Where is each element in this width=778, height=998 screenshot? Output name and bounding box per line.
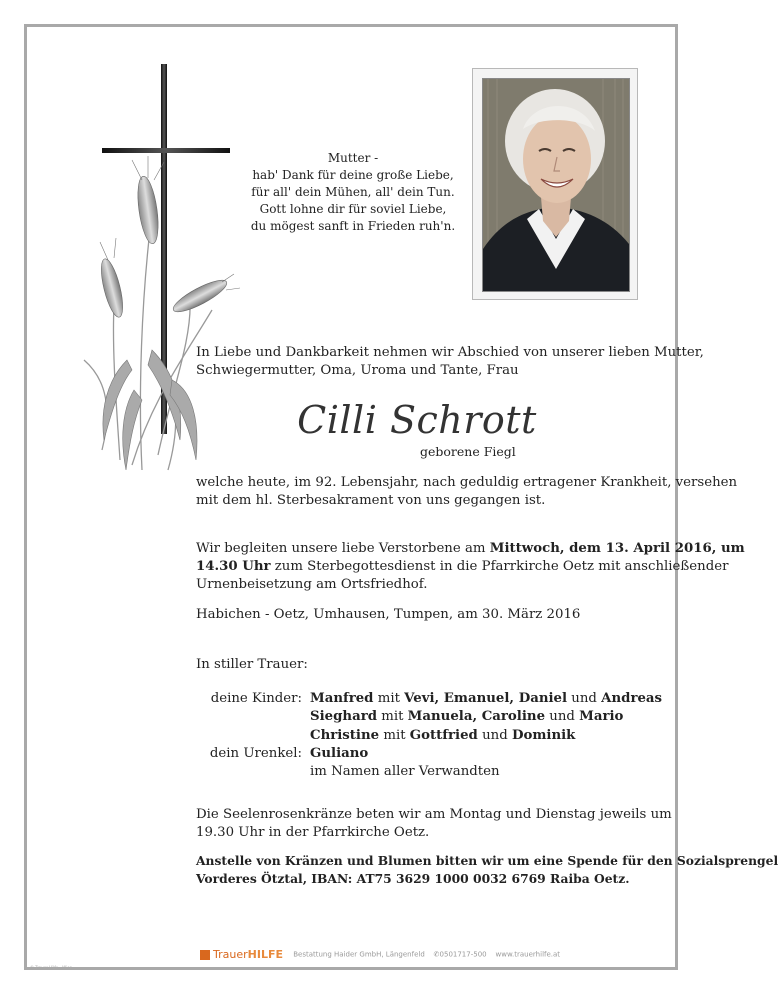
connector: mit — [379, 727, 410, 743]
children-label: deine Kinder: — [210, 691, 302, 706]
verse-line: hab' Dank für deine große Liebe, — [252, 168, 454, 182]
mourning-title-text: In stiller Trauer: — [196, 657, 308, 672]
verse-line: Gott lohne dir für soviel Liebe, — [259, 202, 447, 216]
funeral-time: 14.30 Uhr — [196, 559, 271, 574]
relative-name: Andreas — [601, 691, 663, 706]
connector: mit — [377, 709, 408, 725]
trauerhilfe-logo — [213, 948, 283, 961]
child-name: Sieghard — [310, 709, 377, 725]
relatives-names: Manuela, Caroline — [407, 709, 546, 725]
funeral-text: Wir begleiten unsere liebe Verstorbene am — [196, 541, 490, 556]
funeral-line-2 — [196, 558, 729, 576]
funeral-line-3: Urnenbeisetzung am Ortsfriedhof. — [196, 577, 428, 592]
portrait-photo — [482, 78, 630, 292]
rosary-line: 19.30 Uhr in der Pfarrkirche Oetz. — [196, 825, 430, 840]
footer-company: Bestattung Haider GmbH, Längenfeld — [293, 950, 425, 959]
maiden-name: geborene Fiegl — [420, 444, 516, 459]
family-names — [310, 708, 623, 726]
footer-website: www.trauerhilfe.at — [495, 950, 561, 959]
relatives-names: Vevi, Emanuel, Daniel — [404, 691, 568, 706]
connector: und — [567, 691, 602, 706]
connector: mit — [373, 691, 405, 706]
trauerhilfe-logo-icon — [200, 950, 210, 960]
verse-line: für all' dein Mühen, all' dein Tun. — [251, 185, 455, 199]
intro-paragraph — [196, 344, 704, 380]
verse-line: Mutter - — [327, 151, 379, 165]
donation-line: Vorderes Ötztal, IBAN: AT75 3629 1000 0032 6769 Raiba Oetz. — [196, 871, 630, 886]
verse-line: du mögest sanft in Frieden ruh'n. — [250, 219, 456, 233]
footer — [200, 948, 620, 964]
relative-name: Dominik — [511, 727, 576, 743]
rosary-paragraph — [196, 806, 672, 842]
intro-line: Schwiegermutter, Oma, Uroma und Tante, Frau — [196, 363, 519, 378]
funeral-line-1 — [196, 540, 745, 558]
great-grandchild-label: dein Urenkel: — [209, 745, 302, 761]
donation-line: Anstelle von Kränzen und Blumen bitten wir um eine Spende für den Sozialsprengel — [196, 853, 778, 868]
place-date-text: Habichen - Oetz, Umhausen, Tumpen, am 30. März 2016 — [196, 607, 581, 622]
family-names — [310, 727, 575, 745]
relatives-note: im Namen aller Verwandten — [310, 764, 500, 780]
death-note-line: mit dem hl. Sterbesakrament von uns gegangen ist. — [196, 493, 546, 508]
logo-text-a: Trauer — [213, 948, 248, 961]
rosary-line: Die Seelenrosenkränze beten wir am Montag und Dienstag jeweils um — [196, 807, 672, 822]
connector: und — [545, 709, 580, 725]
child-name: Christine — [310, 727, 380, 743]
funeral-paragraph — [196, 540, 745, 594]
child-name: Manfred — [310, 691, 374, 706]
portrait-frame — [472, 68, 638, 300]
donation-note — [196, 852, 778, 888]
deceased-name: Cilli Schrott — [297, 398, 537, 442]
connector: und — [477, 727, 512, 743]
death-note-paragraph — [196, 474, 738, 510]
corner-note: © Trauer Hilfe - Wien — [30, 965, 73, 970]
family-names — [310, 690, 662, 708]
intro-line: In Liebe und Dankbarkeit nehmen wir Abschied von unserer lieben Mutter, — [196, 345, 704, 360]
relatives-names: Gottfried — [409, 727, 478, 743]
footer-phone: ✆0501717-500 — [433, 950, 487, 959]
relative-name: Mario — [579, 709, 624, 725]
death-note-line: welche heute, im 92. Lebensjahr, nach geduldig ertragener Krankheit, versehen — [196, 475, 738, 490]
mourning-title — [196, 656, 638, 674]
funeral-text: zum Sterbegottesdienst in die Pfarrkirche Oetz mit anschließender — [270, 559, 729, 574]
great-grandchild-name: Guliano — [310, 745, 369, 761]
place-date — [196, 606, 638, 624]
logo-text-b: HILFE — [247, 948, 283, 961]
memorial-verse — [248, 150, 458, 235]
funeral-date: Mittwoch, dem 13. April 2016, um — [489, 541, 745, 556]
